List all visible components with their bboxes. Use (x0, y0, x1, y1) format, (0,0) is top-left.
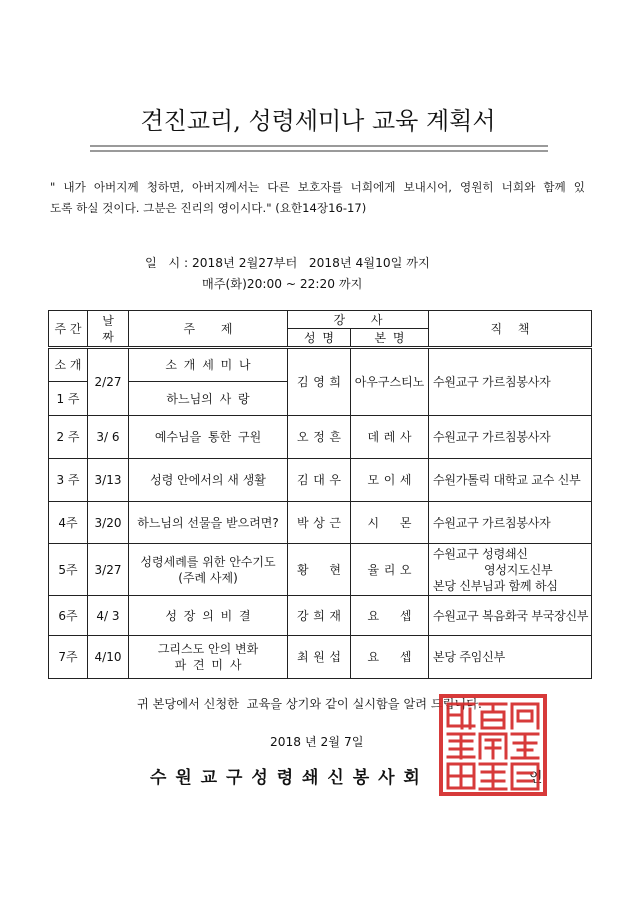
schedule-time: 매주(화)20:00 ~ 22:20 까지 (202, 277, 363, 291)
topic-line: 성령세례를 위한 안수기도 (140, 554, 276, 569)
cell-week: 1 주 (49, 382, 88, 416)
cell-date: 3/27 (88, 544, 129, 596)
topic-line: 파 견 미 사 (174, 658, 242, 672)
schedule-period-value: : 2018년 2월27부터 2018년 4월10일 까지 (180, 256, 430, 270)
education-plan-table (48, 310, 592, 679)
cell-date: 2/27 (88, 348, 129, 416)
cell-week: 소 개 (49, 348, 88, 382)
cell-baptismal-name (351, 596, 429, 636)
lecturer-name: 박 상 근 (297, 515, 341, 530)
topic-line: (주례 사제) (178, 570, 238, 585)
lecturer-name: 오 정 흔 (297, 430, 341, 444)
header-week: 주 간 (49, 311, 88, 348)
cell-name (288, 596, 351, 636)
header-topic: 주 제 (129, 311, 288, 348)
cell-date: 4/10 (88, 636, 129, 679)
seal-mark: 인 (529, 770, 543, 786)
cell-position: 본당 주임신부 (429, 636, 592, 679)
baptismal-name: 요 셉 (367, 650, 412, 664)
header-baptismal-name: 본 명 (351, 329, 429, 348)
cell-date: 3/ 6 (88, 416, 129, 459)
cell-week: 7주 (49, 636, 88, 679)
table-header-row (49, 311, 592, 329)
document-title: 견진교리, 성령세미나 교육 계획서 (140, 107, 496, 135)
table-row (49, 502, 592, 544)
cell-baptismal-name (351, 544, 429, 596)
cell-position: 수원교구 가르침봉사자 (429, 416, 592, 459)
cell-date: 3/20 (88, 502, 129, 544)
cell-topic: 성 장 의 비 결 (129, 596, 288, 636)
table-row (49, 416, 592, 459)
header-name: 성 명 (288, 329, 351, 348)
cell-topic: 예수님을 통한 구원 (129, 416, 288, 459)
cell-baptismal-name: 아우구스티노 (351, 348, 429, 416)
lecturer-name: 김 영 희 (297, 375, 341, 389)
header-date-bottom: 짜 (102, 329, 114, 344)
cell-topic: 소 개 세 미 나 (129, 348, 288, 382)
cell-baptismal-name (351, 459, 429, 502)
seal-stamp-icon (438, 693, 548, 797)
cell-topic (129, 544, 288, 596)
cell-name (288, 502, 351, 544)
lecturer-name: 최 원 섭 (297, 650, 341, 664)
organization-name: 수 원 교 구 성 령 쇄 신 봉 사 회 (150, 768, 422, 788)
header-position: 직 책 (429, 311, 592, 348)
cell-position: 수원교구 복음화국 부국장신부 (429, 596, 592, 636)
cell-position: 수원가톨릭 대학교 교수 신부 (429, 459, 592, 502)
header-date (88, 311, 129, 348)
cell-topic: 하느님의 사 랑 (129, 382, 288, 416)
table-row (49, 544, 592, 596)
cell-name (288, 636, 351, 679)
cell-name (288, 348, 351, 416)
cell-name (288, 416, 351, 459)
title-underline (90, 145, 548, 152)
table-row (49, 348, 592, 382)
notice-text: 귀 본당에서 신청한 교육을 상기와 같이 실시함을 알려 드립니다. (137, 697, 482, 711)
issue-date: 2018 년 2월 7일 (270, 735, 364, 749)
position-line: 영성지도신부 (484, 562, 553, 577)
cell-week: 3 주 (49, 459, 88, 502)
lecturer-name: 강 희 재 (297, 608, 341, 623)
cell-baptismal-name (351, 636, 429, 679)
cell-topic (129, 636, 288, 679)
lecturer-name: 황 현 (297, 562, 341, 577)
cell-topic: 성령 안에서의 새 생활 (129, 459, 288, 502)
cell-name (288, 459, 351, 502)
table-row (49, 459, 592, 502)
cell-position: 수원교구 가르침봉사자 (429, 348, 592, 416)
baptismal-name: 데 레 사 (367, 430, 412, 444)
topic-line: 그리스도 안의 변화 (157, 642, 259, 656)
cell-date: 3/13 (88, 459, 129, 502)
baptismal-name: 율 리 오 (367, 562, 412, 577)
table-row (49, 636, 592, 679)
baptismal-name: 모 이 세 (367, 473, 412, 487)
cell-name (288, 544, 351, 596)
cell-topic: 하느님의 선물을 받으려면? (129, 502, 288, 544)
position-line: 본당 신부님과 함께 하심 (433, 578, 558, 593)
cell-week: 6주 (49, 596, 88, 636)
baptismal-name: 요 셉 (367, 608, 412, 623)
cell-week: 4주 (49, 502, 88, 544)
lecturer-name: 김 대 우 (297, 473, 341, 487)
table-row (49, 596, 592, 636)
cell-position: 수원교구 가르침봉사자 (429, 502, 592, 544)
cell-baptismal-name (351, 416, 429, 459)
cell-baptismal-name (351, 502, 429, 544)
schedule-period (145, 255, 430, 271)
scripture-quote-line-2: 도록 하실 것이다. 그분은 진리의 영이시다." (요한14장16-17) (50, 201, 367, 215)
cell-week: 5주 (49, 544, 88, 596)
cell-date: 4/ 3 (88, 596, 129, 636)
cell-position (429, 544, 592, 596)
baptismal-name: 시 몬 (367, 515, 412, 530)
cell-week: 2 주 (49, 416, 88, 459)
schedule-label: 일 시 (145, 256, 181, 270)
header-date-top: 날 (102, 313, 114, 328)
header-lecturer: 강 사 (288, 311, 429, 329)
position-line: 수원교구 성령쇄신 (433, 546, 528, 561)
scripture-quote-line-1: " 내가 아버지께 청하면, 아버지께서는 다른 보호자를 너희에게 보내시어, 영원히 너희와 함께 있 (50, 180, 585, 194)
